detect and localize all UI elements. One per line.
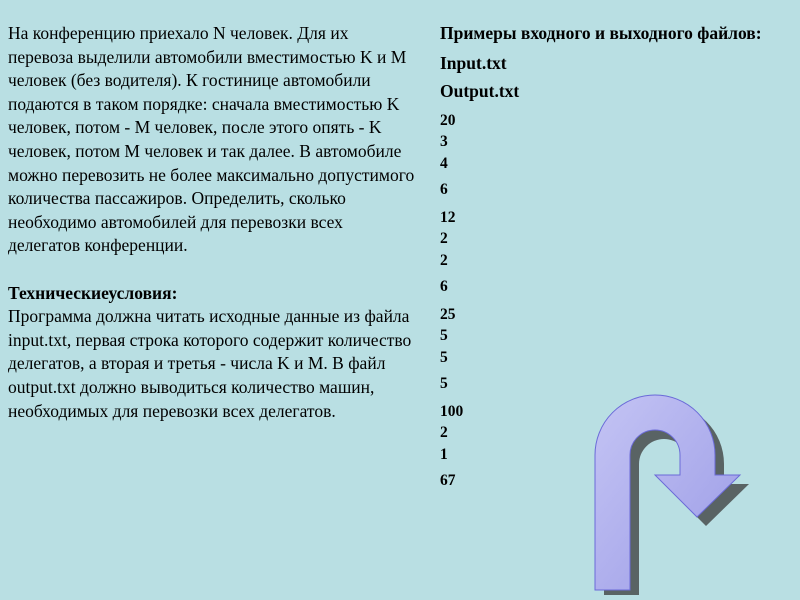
- spacer: [8, 258, 418, 282]
- example-output-value: 6: [440, 181, 448, 199]
- example-input-value: 20: [440, 111, 456, 129]
- example-input-value: 2: [440, 251, 448, 269]
- example-input-value: 12: [440, 208, 456, 226]
- example-input-value: 3: [440, 133, 448, 151]
- u-turn-arrow-icon: [585, 365, 765, 595]
- arrow-body: [595, 395, 740, 590]
- example-input-value: 1: [440, 445, 448, 463]
- example-output-value: 5: [440, 375, 448, 393]
- example-input-value: 5: [440, 327, 448, 345]
- example-input-value: 5: [440, 348, 448, 366]
- example-2: [440, 207, 770, 298]
- tech-conditions-text: Программа должна читать исходные данные из файла input.txt, первая строка которого содержит количество делегатов, а вторая и третья - числа K и M. В файл output.txt должно выводиться количество машин, необходимых для перевозки всех делегатов.: [8, 306, 412, 421]
- example-input-value: 25: [440, 305, 456, 323]
- output-file-label: Output.txt: [440, 81, 520, 102]
- example-output-value: 6: [440, 278, 448, 296]
- example-input-value: 100: [440, 402, 464, 420]
- input-file-label: Input.txt: [440, 52, 507, 73]
- example-input-value: 2: [440, 424, 448, 442]
- task-paragraph: На конференцию приехало N человек. Для их перевоза выделили автомобили вместимостью K и M человек (без водителя). К гостинице автомобили подаются в таком порядке: сначала вместимостью K человек, потом - M человек, после этого опять - K человек, потом M человек и так далее. В автомобиле можно перевозить не более максимально допустимого количества пассажиров. Определить, сколько необходимо автомобилей для перевозки всех делегатов конференции.: [8, 23, 415, 256]
- examples-title: Примеры входного и выходного файлов:: [440, 23, 762, 43]
- task-description: [8, 22, 418, 423]
- example-input-value: 4: [440, 154, 448, 172]
- example-1: [440, 110, 770, 201]
- example-input-value: 2: [440, 230, 448, 248]
- tech-conditions-title: Техническиеусловия:: [8, 282, 178, 303]
- example-output-value: 67: [440, 472, 456, 490]
